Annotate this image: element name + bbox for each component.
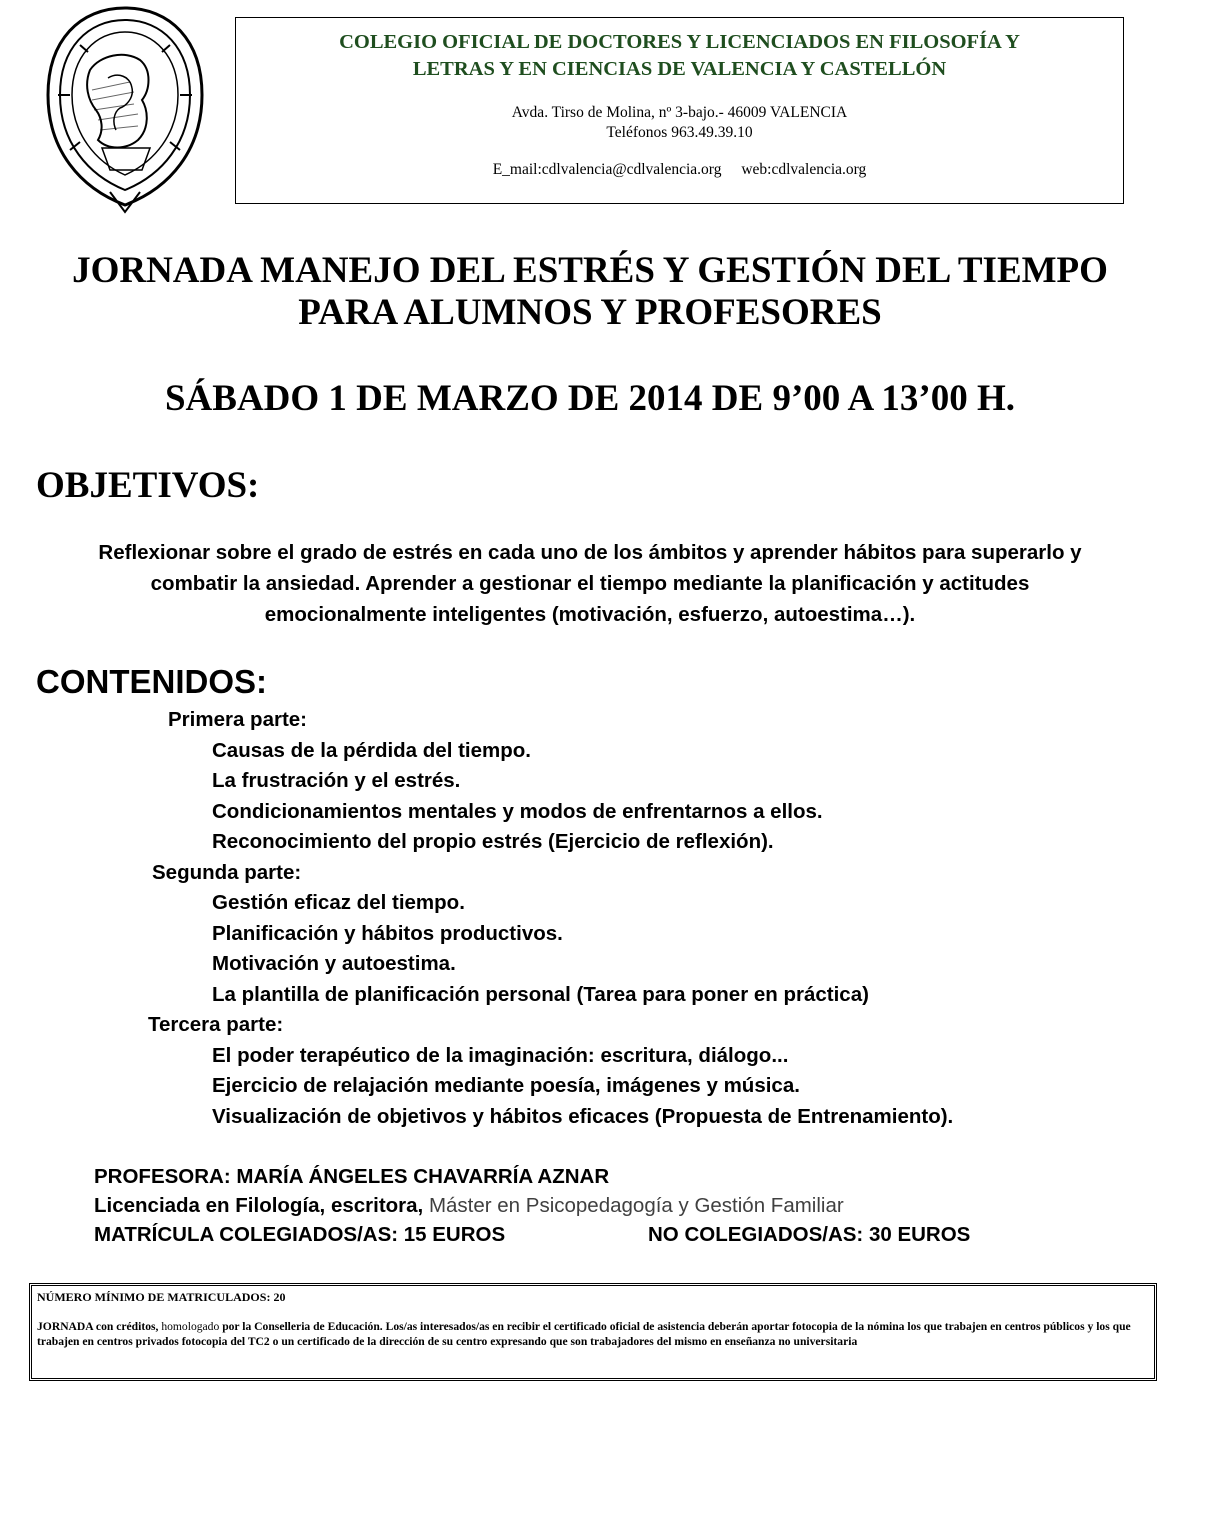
header-box <box>235 17 1124 204</box>
organization-name-line2: LETRAS Y EN CIENCIAS DE VALENCIA Y CASTELLÓN <box>412 58 947 80</box>
footer-note-c: por la Conselleria de Educación. Los/as interesados/as en recibir el certificado oficial de asistencia deberán aportar fotocopia de la nómina los que trabajen en centros públicos y los que trabajen en centros privados fotocopia del TC2 o un certificado de la dirección de su centro expresando que son trabajadores del mismo en enseñanza no universitaria <box>37 1320 1131 1348</box>
contenidos-heading: CONTENIDOS: <box>36 663 267 700</box>
profesora-degree-b: Máster en Psicopedagogía y Gestión Familiar <box>428 1194 844 1217</box>
objetivos-line1: Reflexionar sobre el grado de estrés en cada uno de los ámbitos y aprender hábitos para superarlo y <box>98 541 1082 564</box>
list-item: Planificación y hábitos productivos. <box>212 921 563 945</box>
organization-name-line1: COLEGIO OFICIAL DE DOCTORES Y LICENCIADOS EN FILOSOFÍA Y <box>339 31 1020 53</box>
event-date: SÁBADO 1 DE MARZO DE 2014 DE 9’00 A 13’00 H. <box>164 378 1016 419</box>
matricula-no-colegiados: NO COLEGIADOS/AS: 30 EUROS <box>648 1223 971 1246</box>
list-item: Ejercicio de relajación mediante poesía, imágenes y música. <box>212 1074 800 1097</box>
address: Avda. Tirso de Molina, nº 3-bajo.- 46009 VALENCIA <box>511 104 848 121</box>
phones: Teléfonos 963.49.39.10 <box>606 124 753 141</box>
web-text: web:cdlvalencia.org <box>741 161 867 178</box>
list-item: La plantilla de planificación personal (Tarea para poner en práctica) <box>212 982 869 1006</box>
footer-note <box>37 1319 1149 1349</box>
profesora-degree-a: Licenciada en Filología, escritora, <box>94 1194 429 1217</box>
list-item: Visualización de objetivos y hábitos eficaces (Propuesta de Entrenamiento). <box>212 1104 954 1128</box>
list-item: Motivación y autoestima. <box>212 952 456 975</box>
list-item: El poder terapéutico de la imaginación: escritura, diálogo... <box>212 1043 789 1067</box>
email-text: E_mail:cdlvalencia@cdlvalencia.org <box>492 161 722 178</box>
list-item: Condicionamientos mentales y modos de enfrentarnos a ellos. <box>212 799 823 823</box>
objetivos-text <box>40 537 1140 630</box>
objetivos-heading: OBJETIVOS: <box>36 465 260 506</box>
part-title: Tercera parte: <box>148 1013 284 1036</box>
list-item: Gestión eficaz del tiempo. <box>212 891 465 914</box>
footer-note-b: homologado <box>161 1320 223 1333</box>
matricula-colegiados: MATRÍCULA COLEGIADOS/AS: 15 EUROS <box>94 1223 506 1246</box>
objetivos-line2: combatir la ansiedad. Aprender a gestionar el tiempo mediante la planificación y actitudes <box>150 572 1030 595</box>
event-title-line1: JORNADA MANEJO DEL ESTRÉS Y GESTIÓN DEL TIEMPO <box>72 250 1108 291</box>
event-title <box>0 250 1180 334</box>
footer-box <box>29 1283 1157 1381</box>
contact-line <box>236 161 1123 179</box>
matricula-line <box>94 1220 971 1249</box>
contenidos-list <box>0 705 1208 1132</box>
college-seal-logo <box>30 0 220 215</box>
event-title-line2: PARA ALUMNOS Y PROFESORES <box>298 292 882 333</box>
profesora-name: PROFESORA: MARÍA ÁNGELES CHAVARRÍA AZNAR <box>94 1165 610 1188</box>
part-title: Primera parte: <box>168 708 308 731</box>
organization-name <box>236 29 1123 83</box>
profesora-degree <box>94 1191 844 1220</box>
list-item: La frustración y el estrés. <box>212 769 461 792</box>
list-item: Causas de la pérdida del tiempo. <box>212 738 531 762</box>
list-item: Reconocimiento del propio estrés (Ejercicio de reflexión). <box>212 830 774 853</box>
objetivos-line3: emocionalmente inteligentes (motivación, esfuerzo, autoestima…). <box>264 603 916 626</box>
footer-note-a: JORNADA con créditos, <box>37 1320 162 1333</box>
profesora-section <box>94 1162 971 1249</box>
part-title: Segunda parte: <box>152 860 302 884</box>
minimo-matriculados: NÚMERO MÍNIMO DE MATRICULADOS: 20 <box>37 1290 286 1304</box>
